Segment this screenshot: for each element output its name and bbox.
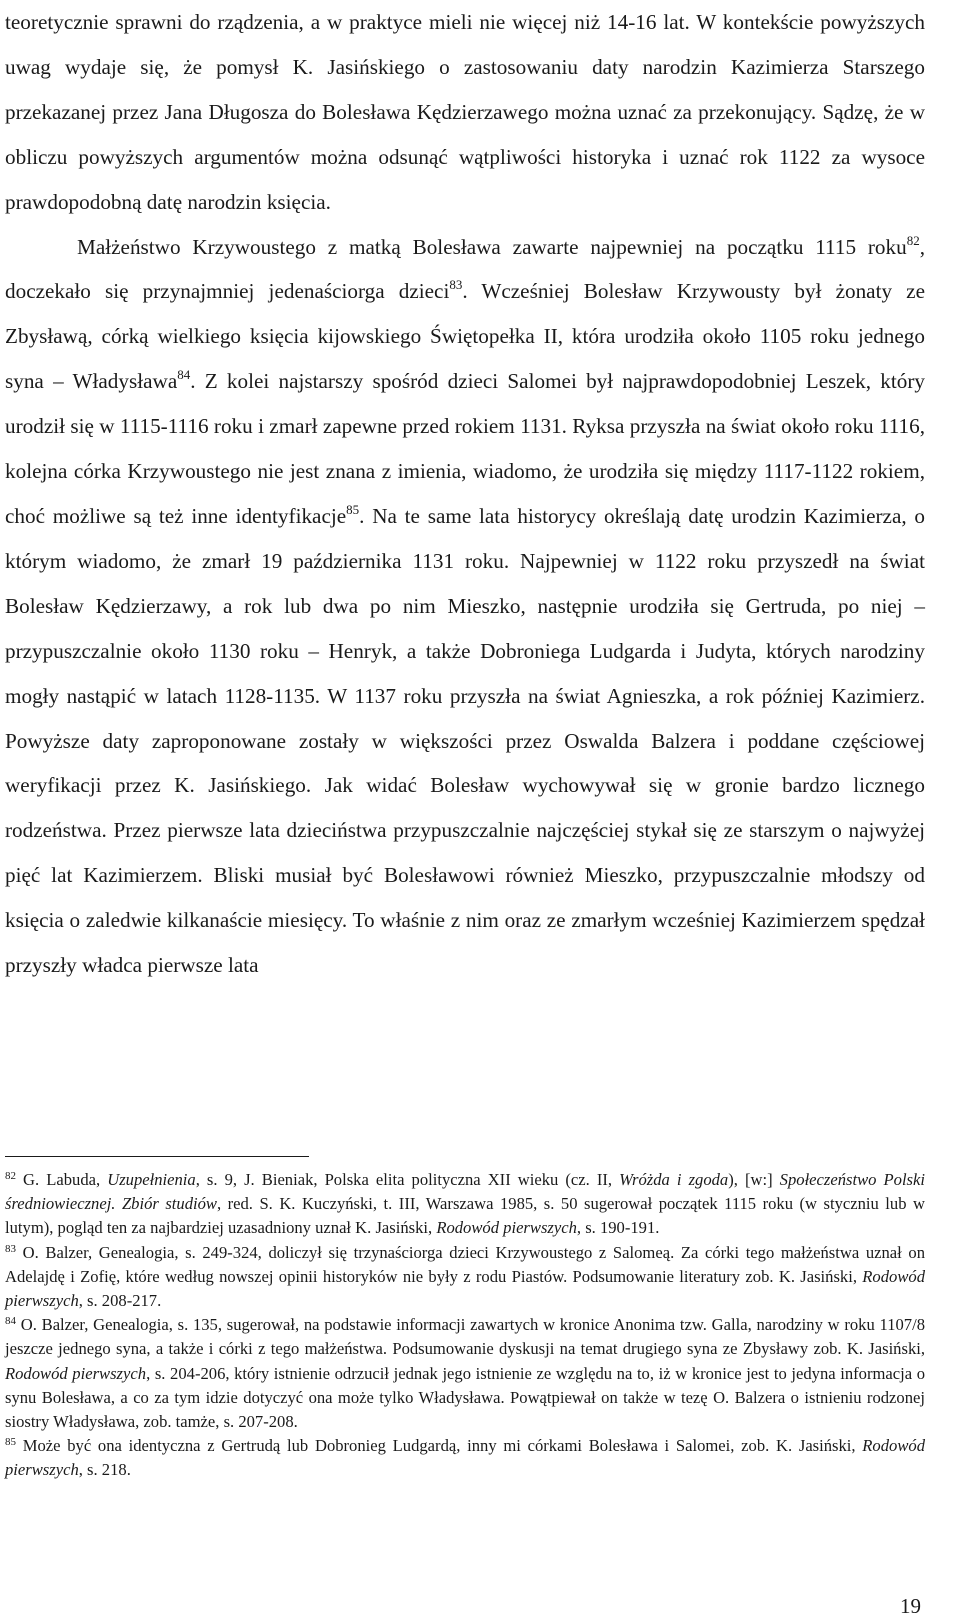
footnote-number: 83: [5, 1242, 16, 1255]
footnote-83: [5, 1241, 925, 1314]
footnote-text: , s. 9, J. Bieniak, Polska elita polityczna XII wieku (cz. II,: [195, 1170, 620, 1189]
footnote-title: Rodowód pierwszych: [5, 1363, 147, 1383]
footnote-title: Rodowód pierwszych: [436, 1218, 577, 1238]
footnote-number: 85: [5, 1436, 16, 1449]
footnote-title: Wróżda i zgoda: [619, 1170, 729, 1189]
footnote-ref-84[interactable]: 84: [177, 367, 191, 383]
footnote-text: O. Balzer, Genealogia, s. 135, sugerował, na podstawie informacji zawartych w kronice Anonima tzw. Galla, narodziny w roku 1107/8 jeszcze jednego syna, a także i córki z tego małżeństwa. Podsumowanie dyskusji na temat drugiego syna ze Zbysławy zob. K. Jasiński,: [5, 1315, 925, 1359]
paragraph-2-text: Małżeństwo Krzywoustego z matką Bolesława zawarte najpewniej na początku 1115 roku: [77, 234, 907, 259]
page-number: 19: [900, 1594, 921, 1618]
paragraph-2-text: . Wcześniej Bolesław Krzywousty był żonaty ze Zbysławą, córką wielkiego księcia kijowskiego Świętopełka II, która urodziła około 1105 roku jednego syna – Władysława: [5, 279, 925, 394]
paragraph-2-text: . Na te same lata historycy określają datę urodzin Kazimierza, o którym wiadomo, że zmarł 19 października 1131 roku. Najpewniej w 1122 roku przyszedł na świat Bolesław Kędzierzawy, a rok lub dwa po nim Mieszko, następnie urodziła się Gertruda, po niej – przypuszczalnie około 1130 roku – Henryk, a także Dobroniega Ludgarda i Judyta, których narodziny mogły nastąpić w latach 1128-1135. W 1137 roku przyszła na świat Agnieszka, a rok później Kazimierz. Powyższe daty zaproponowane zostały w większości przez Oswalda Balzera i poddane częściowej weryfikacji przez K. Jasińskiego. Jak widać Bolesław wychowywał się w gronie bardzo licznego rodzeństwa. Przez pierwsze lata dzieciństwa przypuszczalnie najczęściej stykał się ze starszym o najwyżej pięć lat Kazimierzem. Bliski musiał być Bolesławowi również Mieszko, przypuszczalnie młodszy od księcia o zaledwie kilkanaście miesięcy. To właśnie z nim oraz ze zmarłym wcześniej Kazimierzem spędzał przyszły władca pierwsze lata: [5, 503, 925, 978]
footnote-number: 84: [5, 1315, 16, 1328]
footnote-text: G. Labuda,: [16, 1170, 108, 1189]
footnote-number: 82: [5, 1170, 16, 1182]
footnote-text: , s. 208-217.: [78, 1291, 162, 1311]
footnote-text: , s. 190-191.: [576, 1218, 660, 1238]
paragraph-1: teoretycznie sprawni do rządzenia, a w praktyce mieli nie więcej niż 14-16 lat. W kontekście powyższych uwag wydaje się, że pomysł K. Jasińskiego o zastosowaniu daty narodzin Kazimierza Starszego przekazanej przez Jana Długosza do Bolesława Kędzierzawego można uznać za przekonujący. Sądzę, że w obliczu powyższych argumentów można odsunąć wątpliwości historyka i uznać rok 1122 za wysoce prawdopodobną datę narodzin księcia.: [5, 10, 925, 214]
footnote-title: Rodowód pierwszych: [5, 1266, 925, 1311]
footnote-text: , red. S. K. Kuczyński, t. III, Warszawa 1985, s. 50 sugerował początek 1115 roku (w styczniu lub w lutym), pogląd ten za najbardziej uzasadniony uznał K. Jasiński,: [5, 1194, 925, 1238]
footnotes: [5, 1168, 925, 1483]
footnote-ref-85[interactable]: 85: [346, 501, 360, 517]
footnote-ref-83[interactable]: 83: [449, 277, 463, 293]
paragraph-2-text: . Z kolei najstarszy spośród dzieci Salomei był najprawdopodobniej Leszek, który urodził się w 1115-1116 roku i zmarł zapewne przed rokiem 1131. Ryksa przyszła na świat około roku 1116, kolejna córka Krzywoustego nie jest znana z imienia, wiadomo, że urodziła się między 1117-1122 rokiem, choć możliwe są też inne identyfikacje: [5, 369, 925, 528]
paragraph-2-text: , doczekało się przynajmniej jedenaściorga dzieci: [5, 234, 925, 304]
footnote-85: [5, 1434, 925, 1482]
footnote-text: ), [w:]: [728, 1170, 780, 1189]
footnote-84: [5, 1313, 925, 1434]
footnote-text: Może być ona identyczna z Gertrudą lub Dobronieg Ludgardą, inny mi córkami Bolesława i Salomei, zob. K. Jasiński,: [16, 1436, 863, 1456]
footnote-separator: [5, 1156, 309, 1157]
footnote-text: , s. 204-206, który istnienie odrzucił jednak jego istnienie ze względu na to, iż w kronice jest to jedyna informacja o synu Bolesława, a co za tym idzie dotyczyć ona może tylko Władysława. Powątpiewał on także w tezę O. Balzera o istnieniu rodzonej siostry Władysława, zob. tamże, s. 207-208.: [5, 1363, 926, 1432]
footnote-82: [5, 1168, 925, 1241]
main-text: [5, 0, 925, 988]
footnote-text: , s. 218.: [78, 1460, 131, 1480]
footnote-ref-82[interactable]: 82: [906, 232, 920, 248]
paragraph-2: [5, 225, 925, 988]
footnote-text: O. Balzer, Genealogia, s. 249-324, doliczył się trzynaściorga dzieci Krzywoustego z Salomeą. Za córki tego małżeństwa uznał on Adelajdę i Zofię, które według nowszej opinii historyków nie były z rodu Piastów. Podsumowanie literatury zob. K. Jasiński,: [5, 1242, 925, 1286]
footnote-title: Uzupełnienia: [107, 1170, 196, 1189]
footnote-title: Społeczeństwo Polski średniowiecznej. Zbiór studiów: [5, 1170, 925, 1214]
footnote-title: Rodowód pierwszych: [5, 1436, 925, 1480]
